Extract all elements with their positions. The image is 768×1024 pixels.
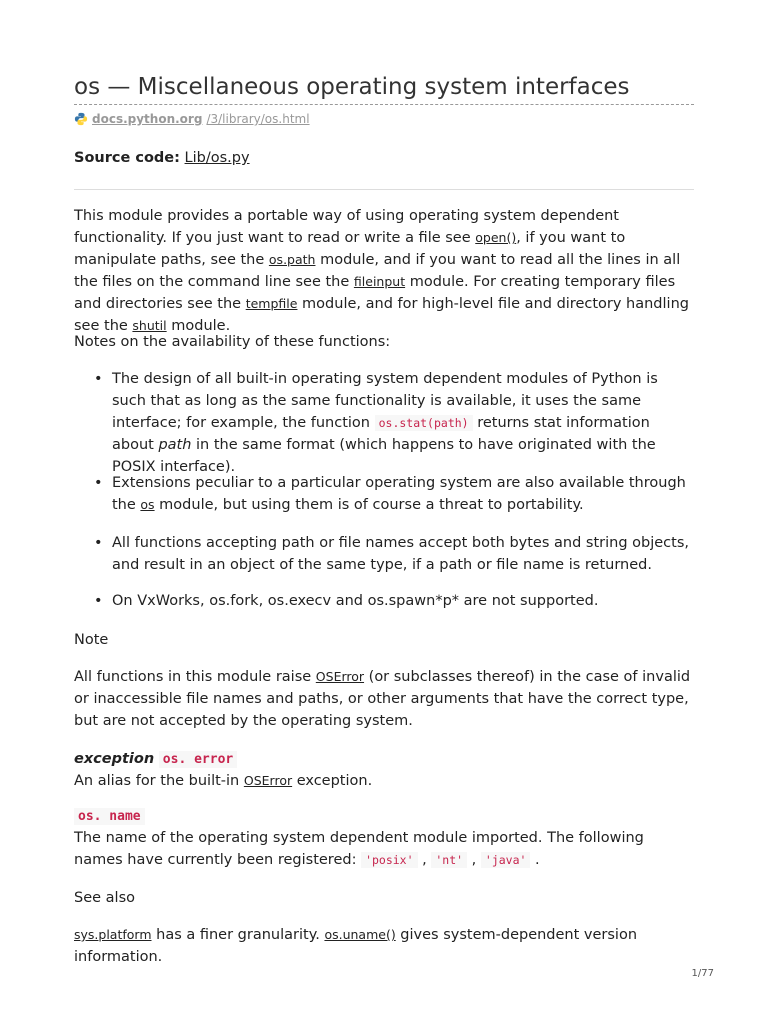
note-body: [74, 666, 694, 732]
python-logo-icon: [74, 112, 88, 126]
intro-text-1: This module provides a portable way of using operating system dependent functionality. If you just want to read or write a file see: [74, 208, 619, 246]
source-path[interactable]: /3/library/os.html: [206, 112, 310, 126]
see-also-text-1: has a finer granularity.: [151, 927, 325, 943]
list-item: • On VxWorks, os.fork, os.execv and os.spawn*p* are not supported.: [74, 590, 694, 612]
bullet1-text-3: in the same format (which happens to have originated with the POSIX interface).: [112, 437, 656, 475]
list-item: • All functions accepting path or file names accept both bytes and string objects, and result in an object of the same type, if a path or file name is returned.: [74, 532, 694, 576]
divider: [74, 189, 694, 190]
exception-keyword: exception: [74, 751, 155, 767]
code-os-stat: os.stat(path): [375, 415, 473, 431]
link-fileinput[interactable]: fileinput: [353, 274, 406, 289]
link-open[interactable]: open(): [475, 230, 517, 245]
intro-text-4: module. For creating temporary files and directories see the: [74, 274, 676, 312]
source-code-link[interactable]: Lib/os.py: [184, 150, 250, 166]
name-description: [74, 827, 694, 871]
name-desc-text: The name of the operating system dependent module imported. The following names have currently been registered:: [74, 830, 644, 868]
link-tempfile[interactable]: tempfile: [245, 296, 298, 311]
code-posix: 'posix': [361, 852, 417, 868]
exception-desc-2: exception.: [292, 773, 373, 789]
page-number: 1/77: [691, 968, 714, 979]
link-sys-platform[interactable]: sys.platform: [74, 927, 152, 942]
exception-desc-1: An alias for the built-in: [74, 773, 244, 789]
note-text-2: (or subclasses thereof) in the case of invalid or inaccessible file names and paths, or other arguments that have the correct type, but are not accepted by the operating system.: [74, 669, 691, 729]
name-sep-1: ,: [417, 852, 432, 868]
intro-text-6: module.: [166, 318, 231, 334]
list-item: [74, 472, 694, 516]
source-domain[interactable]: docs.python.org: [92, 112, 203, 126]
os-error-signature: os. error: [159, 751, 237, 768]
os-name-signature: os. name: [74, 808, 145, 825]
notes-heading: Notes on the availability of these functions:: [74, 334, 391, 350]
link-oserror[interactable]: OSError: [315, 669, 365, 684]
link-shutil[interactable]: shutil: [132, 318, 167, 333]
source-code-label: Source code:: [74, 150, 180, 166]
exception-signature: [74, 748, 694, 771]
intro-text-3: module, and if you want to read all the lines in all the files on the command line see the: [74, 252, 681, 290]
link-oserror-2[interactable]: OSError: [243, 773, 293, 788]
see-also-label: See also: [74, 890, 135, 906]
bullet1-text-2: returns stat information about: [112, 415, 650, 453]
link-os[interactable]: os: [140, 497, 155, 512]
page-title: os — Miscellaneous operating system interfaces: [74, 72, 694, 105]
see-also-text-2: gives system-dependent version information.: [74, 927, 638, 965]
note-label: Note: [74, 632, 109, 648]
bullet1-emphasis: path: [158, 437, 192, 453]
bullet1-text-1: The design of all built-in operating system dependent modules of Python is such that as long as the same functionality is available, it uses the same interface; for example, the function: [112, 371, 658, 431]
name-end: .: [530, 852, 540, 868]
source-url[interactable]: [74, 112, 310, 126]
link-os-path[interactable]: os.path: [268, 252, 316, 267]
name-signature: [74, 805, 694, 828]
exception-description: [74, 770, 694, 792]
note-text-1: All functions in this module raise: [74, 669, 316, 685]
bullet2-text-2: module, but using them is of course a threat to portability.: [154, 497, 584, 513]
list-item: [74, 368, 694, 478]
intro-paragraph: [74, 205, 694, 337]
intro-text-5: module, and for high-level file and directory handling see the: [74, 296, 689, 334]
code-java: 'java': [481, 852, 531, 868]
link-os-uname[interactable]: os.uname(): [324, 927, 396, 942]
name-sep-2: ,: [467, 852, 481, 868]
bullet2-text-1: Extensions peculiar to a particular operating system are also available through the: [112, 475, 686, 513]
intro-text-2: , if you want to manipulate paths, see the: [74, 230, 626, 268]
source-code-line: [74, 150, 250, 166]
see-also-text: [74, 924, 694, 968]
code-nt: 'nt': [431, 852, 467, 868]
